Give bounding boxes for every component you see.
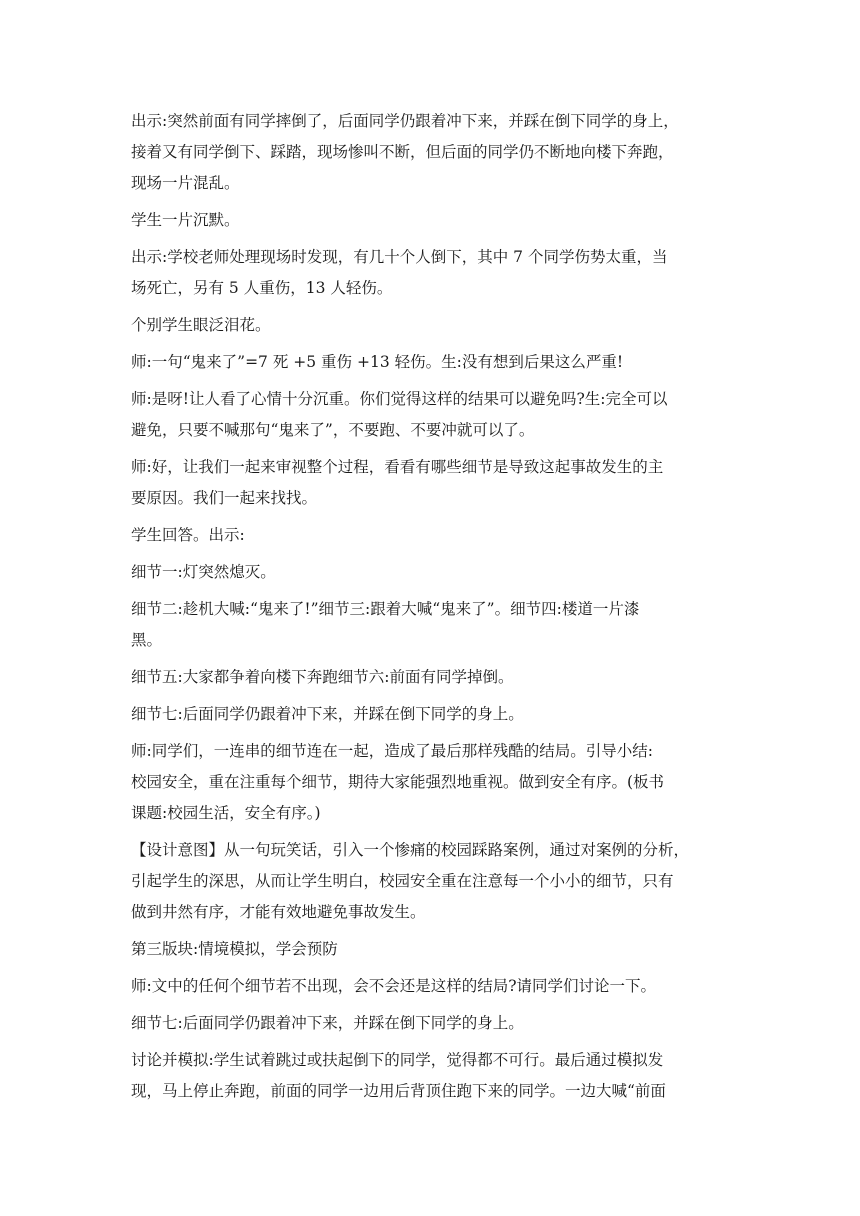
text-line: 接着又有同学倒下、踩踏，现场惨叫不断，但后面的同学仍不断地向楼下奔跑， xyxy=(131,143,674,161)
paragraph xyxy=(131,557,743,588)
text-line: 个别学生眼泛泪花。 xyxy=(131,316,271,334)
text-line: 细节七:后面同学仍跟着冲下来，并踩在倒下同学的身上。 xyxy=(131,705,524,723)
paragraph xyxy=(131,520,743,551)
text-line: 出示:突然前面有同学摔倒了，后面同学仍跟着冲下来，并踩在倒下同学的身上， xyxy=(131,112,679,130)
paragraph xyxy=(131,205,743,236)
text-line: 现，马上停止奔跑，前面的同学一边用后背顶住跑下来的同学。一边大喊“前面 xyxy=(131,1082,666,1100)
text-line: 师:文中的任何个细节若不出现，会不会还是这样的结局?请同学们讨论一下。 xyxy=(131,977,657,995)
text-line: 避免，只要不喊那句“鬼来了”，不要跑、不要冲就可以了。 xyxy=(131,421,535,439)
text-line: 要原因。我们一起来找找。 xyxy=(131,489,318,507)
paragraph xyxy=(131,384,743,446)
paragraph xyxy=(131,347,743,378)
paragraph xyxy=(131,452,743,514)
text-line: 课题:校园生活，安全有序。) xyxy=(131,804,321,822)
text-line: 校园安全，重在注重每个细节，期待大家能强烈地重视。做到安全有序。(板书 xyxy=(131,773,665,791)
text-line: 师:同学们，一连串的细节连在一起，造成了最后那样残酷的结局。引导小结: xyxy=(131,742,653,760)
paragraph xyxy=(131,1045,743,1107)
text-line: 做到井然有序，才能有效地避免事故发生。 xyxy=(131,903,426,921)
paragraph xyxy=(131,971,743,1002)
text-line: 学生回答。出示: xyxy=(131,526,245,544)
paragraph xyxy=(131,934,743,965)
paragraph xyxy=(131,699,743,730)
text-line: 细节一:灯突然熄灭。 xyxy=(131,563,276,581)
paragraph xyxy=(131,1008,743,1039)
text-line: 出示:学校老师处理现场时发现，有几十个人倒下，其中 7 个同学伤势太重，当 xyxy=(131,248,668,266)
document-body xyxy=(131,106,743,1113)
text-line: 【设计意图】从一句玩笑话，引入一个惨痛的校园踩路案例，通过对案例的分析， xyxy=(131,841,690,859)
text-line: 细节七:后面同学仍跟着冲下来，并踩在倒下同学的身上。 xyxy=(131,1014,524,1032)
text-line: 黑。 xyxy=(131,631,163,649)
paragraph xyxy=(131,736,743,829)
text-line: 学生一片沉默。 xyxy=(131,211,240,229)
text-line: 现场一片混乱。 xyxy=(131,174,240,192)
paragraph xyxy=(131,310,743,341)
text-line: 细节二:趁机大喊:“鬼来了!”细节三:跟着大喊“鬼来了”。细节四:楼道一片漆 xyxy=(131,600,640,618)
text-line: 师:好，让我们一起来审视整个过程，看看有哪些细节是导致这起事故发生的主 xyxy=(131,458,664,476)
text-line: 师:一句“鬼来了”=7 死 +5 重伤 +13 轻伤。生:没有想到后果这么严重! xyxy=(131,353,624,371)
paragraph xyxy=(131,662,743,693)
paragraph xyxy=(131,106,743,199)
text-line: 第三版块:情境模拟，学会预防 xyxy=(131,940,338,958)
text-line: 场死亡，另有 5 人重伤，13 人轻伤。 xyxy=(131,279,393,297)
paragraph xyxy=(131,242,743,304)
text-line: 师:是呀!让人看了心情十分沉重。你们觉得这样的结果可以避免吗?生:完全可以 xyxy=(131,390,668,408)
text-line: 引起学生的深思，从而让学生明白，校园安全重在注意每一个小小的细节，只有 xyxy=(131,872,674,890)
text-line: 讨论并模拟:学生试着跳过或扶起倒下的同学，觉得都不可行。最后通过模拟发 xyxy=(131,1051,664,1069)
text-line: 细节五:大家都争着向楼下奔跑细节六:前面有同学掉倒。 xyxy=(131,668,514,686)
paragraph xyxy=(131,594,743,656)
paragraph xyxy=(131,835,743,928)
